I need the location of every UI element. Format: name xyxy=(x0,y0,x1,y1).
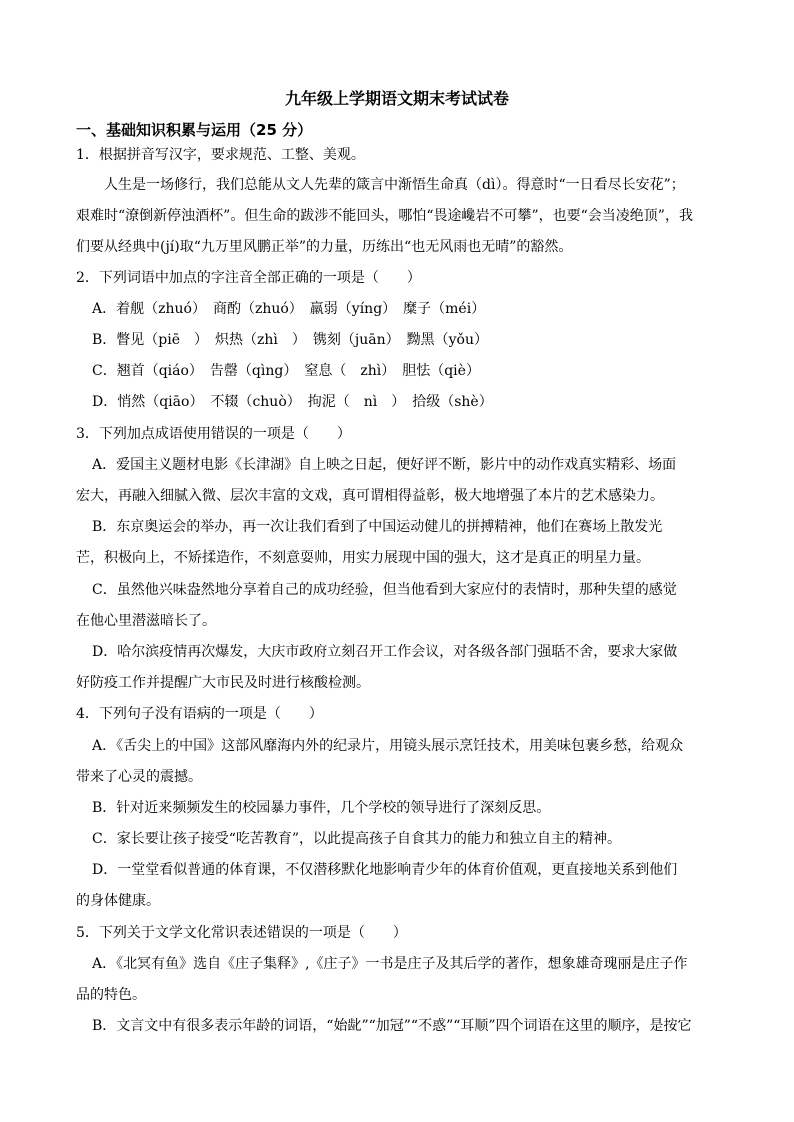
question-2-option-b: B．瞥见（piē ） 炽热（zhì ） 镌刻（juān） 黝黑（yǒu） xyxy=(92,332,488,348)
question-1-stem: 1．根据拼音写汉字，要求规范、工整、美观。 xyxy=(76,147,365,163)
question-5-stem: 5．下列关于文学文化常识表述错误的一项是（ ） xyxy=(76,925,407,941)
question-4-option-c: C．家长要让孩子接受“吃苦教育”，以此提高孩子自食其力的能力和独立自主的精神。 xyxy=(92,831,622,847)
section-heading: 一、基础知识积累与运用（25 分） xyxy=(76,121,313,139)
question-4-stem: 4．下列句子没有语病的一项是（ ） xyxy=(76,706,323,722)
question-3-option-c: C．虽然他兴味盎然地分享着自己的成功经验，但当他看到大家应付的表情时，那种失望的感觉 xyxy=(92,582,677,598)
question-5-option-a-cont: 品的特色。 xyxy=(76,987,146,1003)
question-1-passage-line: 们要从经典中(jí)取“九万里风鹏正举”的力量，历练出“也无风雨也无晴”的豁然。 xyxy=(76,239,573,255)
question-5-option-b: B．文言文中有很多表示年龄的词语，“始龀”“加冠”“不惑”“耳顺”四个词语在这里的顺序，是按它 xyxy=(92,1018,692,1034)
question-3-option-d: D．哈尔滨疫情再次爆发，大庆市政府立刻召开工作会议，对各级各部门强聒不舍，要求大家做 xyxy=(92,644,678,660)
question-3-option-b: B．东京奥运会的举办，再一次让我们看到了中国运动健儿的拼搏精神，他们在赛场上散发光 xyxy=(92,519,663,535)
question-4-option-a: A．《舌尖上的中国》这部风靡海内外的纪录片，用镜头展示烹饪技术，用美味包裹乡愁，给观众 xyxy=(92,738,684,754)
question-2-option-c: C．翘首（qiáo） 告罄（qìng） 窒息（ zhì） 胆怯（qiè） xyxy=(92,363,480,379)
question-3-stem: 3．下列加点成语使用错误的一项是（ ） xyxy=(76,426,351,442)
question-4-option-d: D．一堂堂看似普通的体育课，不仅潜移默化地影响青少年的体育价值观，更直接地关系到他们 xyxy=(92,862,678,878)
question-4-option-a-cont: 带来了心灵的震撼。 xyxy=(76,769,202,785)
question-4-option-d-cont: 的身体健康。 xyxy=(76,893,160,909)
question-4-option-b: B．针对近来频频发生的校园暴力事件，几个学校的领导进行了深刻反思。 xyxy=(92,800,551,816)
question-3-option-b-cont: 芒，积极向上，不矫揉造作，不刻意耍帅，用实力展现中国的强大，这才是真正的明星力量。 xyxy=(76,550,650,566)
question-3-option-d-cont: 好防疫工作并提醒广大市民及时进行核酸检测。 xyxy=(76,675,370,691)
question-3-option-a-cont: 宏大，再融入细腻入微、层次丰富的文戏，真可谓相得益彰，极大地增强了本片的艺术感染力。 xyxy=(76,488,664,504)
question-1-passage-line: 艰难时“潦倒新停浊酒杯”。但生命的跋涉不能回头，哪怕“畏途巉岩不可攀”，也要“会当凌绝顶”，我 xyxy=(76,208,693,224)
question-2-option-d: D．悄然（qiāo） 不辍（chuò） 拘泥（ nì ） 拾级（shè） xyxy=(92,394,493,410)
exam-title: 九年级上学期语文期末考试试卷 xyxy=(284,89,509,108)
question-5-option-a: A．《北冥有鱼》选自《庄子集释》,《庄子》一书是庄子及其后学的著作，想象雄奇瑰丽是庄子作 xyxy=(92,956,688,972)
question-1-passage-line: 人生是一场修行，我们总能从文人先辈的箴言中渐悟生命真（dì）。得意时“一日看尽长安花”； xyxy=(104,177,685,193)
question-2-option-a: A．着舰（zhuó） 商酌（zhuó） 羸弱（yíng） 糜子（méi） xyxy=(92,301,486,317)
question-3-option-c-cont: 在他心里潜滋暗长了。 xyxy=(76,613,216,629)
question-3-option-a: A．爱国主义题材电影《长津湖》自上映之日起，便好评不断，影片中的动作戏真实精彩、场面 xyxy=(92,457,677,473)
question-2-stem: 2．下列词语中加点的字注音全部正确的一项是（ ） xyxy=(76,270,421,286)
